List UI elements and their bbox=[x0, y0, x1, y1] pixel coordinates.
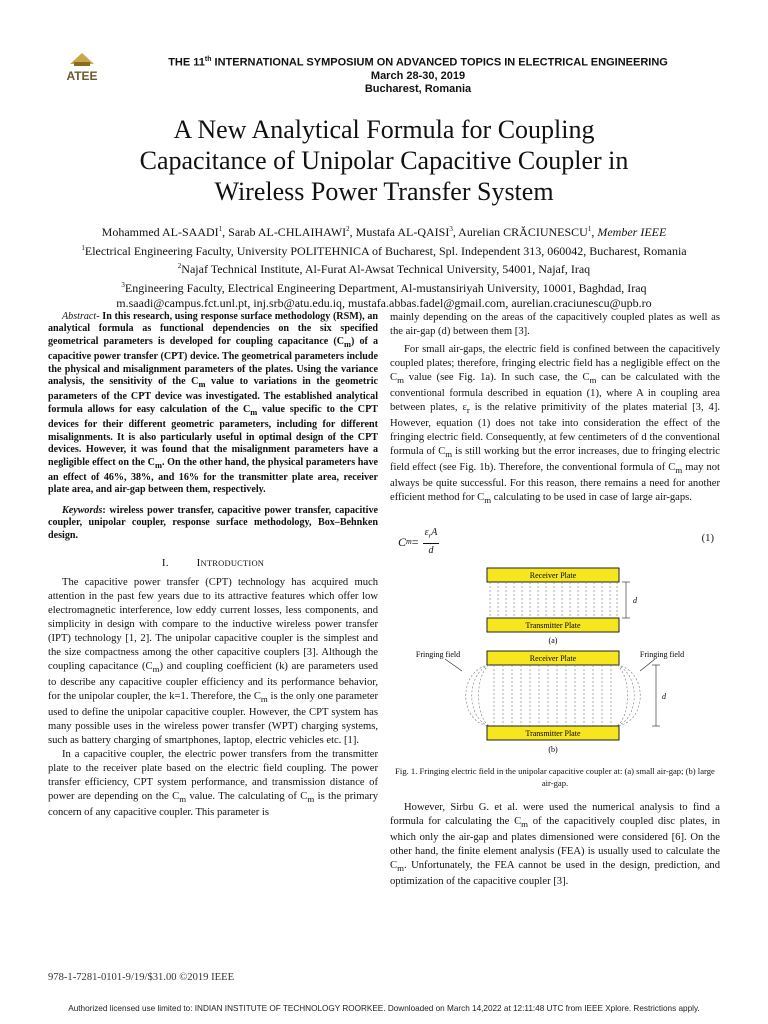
footer-isbn: 978-1-7281-0101-9/19/$31.00 ©2019 IEEE bbox=[48, 972, 235, 983]
abstract: Abstract- In this research, using response surface methodology (RSM), an analytical formula as functional dependencies on the six specified geometrical parameters is developed for coupling capacitance $(C_m)$ of a capacitive power transfer (CPT) device. The geometrical parameters include the physical and misalignment parameters of the plates. Using the variance analysis, the sensitivity of the $C_m$ value to variations in the geometric parameters of the CPT device was investigated. The established analytical formula allows for easy calculation of the $C_m$ value specific to the CPT devices for their different geometric parameters, including for different misalignments. It is also particularly useful in optimal design of the CPT devices. However, it was found that the misalignment parameters have a negligible effect on the $C_m$. On the other hand, the physical parameters have an effect of 46%, 38%, and 16% for the transmitter plate area, receiver plate area, and air-gap between them, respectively. bbox=[48, 311, 378, 496]
affiliation-2: $^2$Najaf Technical Institute, Al-Furat Al-Awsat Technical University, 54001, Najaf, Iraq bbox=[177, 262, 591, 276]
field-lines-b bbox=[466, 665, 641, 726]
section-heading-introduction: I. INTRODUCTION bbox=[161, 556, 265, 569]
right-column bbox=[390, 311, 720, 889]
conference-title: THE 11th INTERNATIONAL SYMPOSIUM ON ADVANCED TOPICS IN ELECTRICAL ENGINEERING bbox=[168, 56, 668, 69]
author-block bbox=[40, 222, 728, 312]
figure-1b bbox=[416, 650, 684, 754]
field-lines-a bbox=[490, 582, 617, 618]
equation-1: C m = $\frac{\varepsilon_rA}{d}$ (1) bbox=[398, 526, 714, 556]
transmitter-label-a: Transmitter Plate bbox=[525, 620, 581, 630]
logo-text: ATEE bbox=[66, 69, 98, 83]
right-paragraph-0: mainly depending on the areas of the capacitively coupled plates as well as the air-gap (d) between them [3]. bbox=[390, 312, 720, 337]
intro-paragraph-2: In a capacitive coupler, the electric power transfers from the transmitter plate to the receiver plate based on the electric field coupling. The power transfer efficiency, CPT system performance, and transmission distance of power are depending on the $C_m$ value. The calculating of $C_m$ is the primary concern of any capacitive coupler. This parameter is bbox=[48, 749, 378, 819]
fringing-label-right: Fringing field bbox=[639, 649, 685, 659]
atee-logo bbox=[60, 52, 104, 92]
figure-1 bbox=[390, 566, 720, 756]
subfig-label-b: (b) bbox=[548, 744, 558, 754]
receiver-label-b: Receiver Plate bbox=[529, 653, 577, 663]
equation-number: (1) bbox=[701, 532, 714, 544]
keywords: Keywords: wireless power transfer, capacitive power transfer, capacitive coupler, unipolar coupler, response surface methodology, Box–Behnken design. bbox=[48, 504, 378, 541]
subfig-label-a: (a) bbox=[548, 635, 558, 645]
figure-1a bbox=[487, 568, 638, 645]
left-column bbox=[48, 311, 378, 820]
conference-location: Bucharest, Romania bbox=[364, 82, 472, 95]
conference-dates: March 28-30, 2019 bbox=[370, 69, 466, 82]
author-emails: m.saadi@campus.fct.unl.pt, inj.srb@atu.edu.iq, mustafa.abbas.fadel@gmail.com, aurelian.craciunescu@upb.ro bbox=[116, 296, 652, 310]
author-names: Mohammed AL-SAADI$^1$, Sarab AL-CHLAIHAWI$^2$, Mustafa AL-QAISI$^3$, Aurelian CRĂCIUNESCU$^1$, Member IEEE bbox=[101, 225, 667, 239]
figure-caption: Fig. 1. Fringing electric field in the unipolar capacitive coupler at: (a) small air-gap; (b) large air-gap. bbox=[395, 765, 715, 788]
gap-label-a: d bbox=[633, 595, 637, 605]
intro-paragraph-1: The capacitive power transfer (CPT) technology has acquired much attention in the past few years due to its attractive features which offer low electromagnetic interference, low eddy current losses, less components, and simplicity in design with compare to the inductive wireless power transfer (IPT) technology [1, 2]. The unipolar capacitive coupler is the simplest and the size compactness among the other capacitive couplers [3]. Although the coupling capacitance $(C_m)$ and coupling coefficient (k) are parameters used to describe any capacitive coupler efficiency and its performance behavior, for the unipolar coupler, the k=1. Therefore, the $C_m$ is the only one parameter used to define the unipolar capacitive coupler. However, the CPT system has many possible uses in the wireless power transfer (WPT) charging systems, such as battery charging of smartphones, laptop, electric vehicles etc. [1]. bbox=[48, 576, 379, 747]
conference-header bbox=[120, 53, 716, 96]
affiliation-1: $^1$Electrical Engineering Faculty, University POLITEHNICA of Bucharest, Spl. Independent 313, 060042, Bucharest, Romania bbox=[81, 243, 687, 258]
transmitter-label-b: Transmitter Plate bbox=[525, 728, 581, 738]
right-paragraph-1: For small air-gaps, the electric field is confined between the capacitively coupled plates; therefore, fringing electric field has a negligible effect on the $C_m$ value (see Fig. 1a). In such case, the $C_m$ can be calculated with the conventional formula described in equation (1), where A in coupling area between plates, $\varepsilon_r$ is the relative primitivity of the plates material [3, 4]. However, equation (1) does not take into consideration the effect of the fringing electric field. Consequently, at few centimeters of d the conventional formula of $C_m$ is still working but the error increases, due to fringing electric field effect (see Fig. 1b). Therefore, the conventional formula of $C_m$ may not always be quite successful. For this reason, there remains a need for another efficient method for $C_m$ calculating to be used in case of large air-gaps. bbox=[390, 344, 721, 506]
paper-title: A New Analytical Formula for Coupling Capacitance of Unipolar Capacitive Coupler in Wireless Power Transfer System bbox=[139, 115, 629, 206]
right-paragraph-2: However, Sirbu G. et al. were used the numerical analysis to find a formula for calculating the $C_m$ of the capacitively coupled disc plates, in which only the air-gap and plates dimensioned were considered [6]. On the other hand, the finite element analysis (FEA) is usually used to calculate the $C_m$. Unfortunately, the FEA cannot be used in the design, prediction, and optimization of the capacitive coupler [3]. bbox=[390, 801, 720, 887]
receiver-label-a: Receiver Plate bbox=[529, 570, 577, 580]
affiliation-3: $^3$Engineering Faculty, Electrical Engineering Department, Al-mustansiriyah University, 10001, Baghdad, Iraq bbox=[121, 280, 647, 295]
footer-license: Authorized licensed use limited to: INDIAN INSTITUTE OF TECHNOLOGY ROORKEE. Downloaded on March 14,2022 at 12:11:48 UTC from IEEE Xplore. Restrictions apply. bbox=[68, 1004, 700, 1013]
fringing-label-left: Fringing field bbox=[415, 649, 461, 659]
gap-label-b: d bbox=[662, 691, 666, 701]
